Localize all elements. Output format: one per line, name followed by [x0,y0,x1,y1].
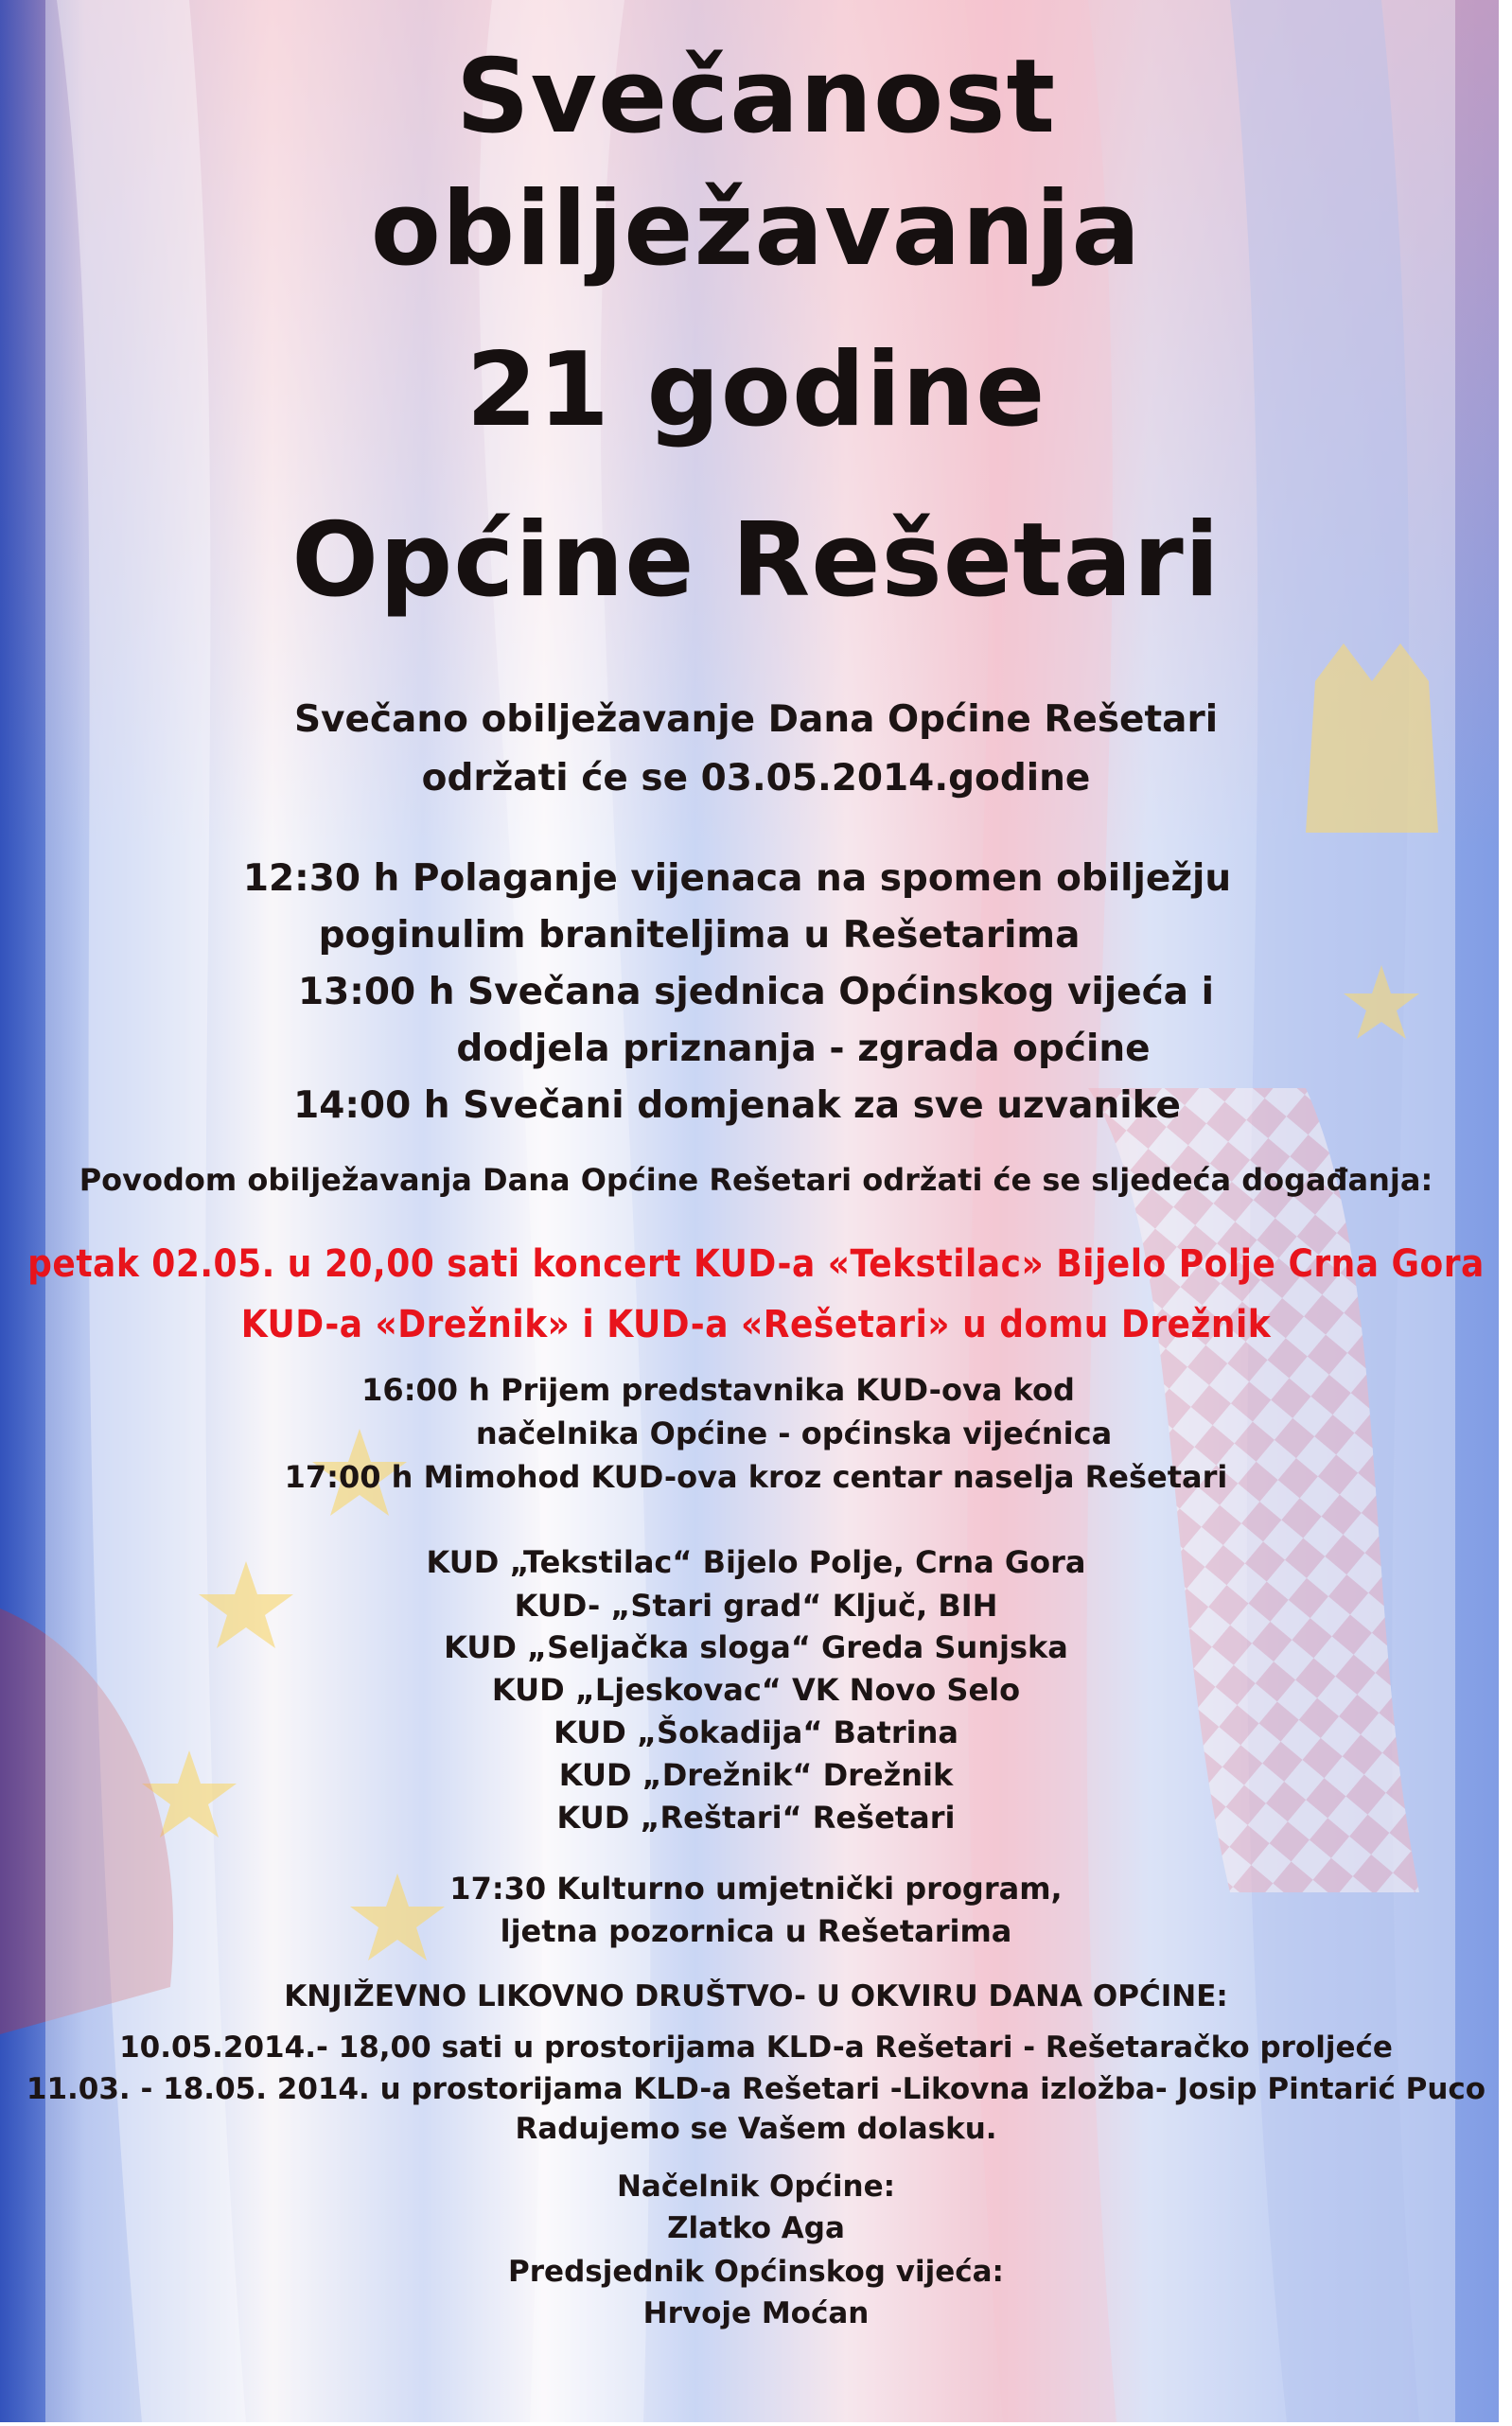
kud-item: KUD- „Stari grad“ Ključ, BIH [514,1588,998,1624]
reception-line-3: 17:00 h Mimohod KUD-ova kroz centar naselja Rešetari [284,1459,1228,1495]
title-line-1: Svečanost [455,38,1057,156]
events-intro: Povodom obilježavanja Dana Općine Rešetari održati će se sljedeća događanja: [79,1162,1433,1198]
concert-line-2: KUD-a «Drežnik» i KUD-a «Rešetari» u domu Drežnik [240,1303,1272,1346]
schedule-line-3: 13:00 h Svečana sjednica Općinskog vijeća i [298,971,1214,1013]
signature-mayor-name: Zlatko Aga [667,2211,845,2245]
kld-heading: KNJIŽEVNO LIKOVNO DRUŠTVO- U OKVIRU DANA OPĆINE: [284,1979,1228,2013]
signature-mayor-title: Načelnik Općine: [616,2170,896,2204]
kud-item: KUD „Reštari“ Rešetari [556,1800,956,1836]
reception-line-2: načelnika Općine - općinska vijećnica [475,1415,1113,1451]
schedule-line-2: poginulim braniteljima u Rešetarima [318,914,1081,957]
title-line-3: 21 godine [466,331,1046,449]
kud-item: KUD „Ljeskovac“ VK Novo Selo [491,1672,1021,1708]
kud-item: KUD „Šokadija“ Batrina [554,1714,958,1750]
concert-line-1: petak 02.05. u 20,00 sati koncert KUD-a «Tekstilac» Bijelo Polje Crna Gora [27,1242,1485,1286]
program-line-2: ljetna pozornica u Rešetarima [500,1913,1012,1949]
title-line-4: Općine Rešetari [291,501,1221,620]
kld-line-3: Radujemo se Vašem dolasku. [515,2112,997,2146]
kld-line-1: 10.05.2014.- 18,00 sati u prostorijama KLD-a Rešetari - Rešetaračko proljeće [119,2030,1393,2065]
signature-president-title: Predsjednik Općinskog vijeća: [508,2255,1004,2289]
schedule-line-5: 14:00 h Svečani domjenak za sve uzvanike [293,1084,1181,1127]
title-line-2: obilježavanja [370,170,1142,289]
kud-item: KUD „Seljačka sloga“ Greda Sunjska [444,1629,1068,1665]
schedule-line-1: 12:30 h Polaganje vijenaca na spomen obilježju [242,857,1232,900]
kld-line-2: 11.03. - 18.05. 2014. u prostorijama KLD-a Rešetari -Likovna izložba- Josip Pintarić Puco [26,2072,1486,2106]
reception-line-1: 16:00 h Prijem predstavnika KUD-ova kod [361,1372,1075,1408]
program-line-1: 17:30 Kulturno umjetnički program, [449,1871,1063,1907]
signature-president-name: Hrvoje Moćan [642,2296,870,2330]
kud-item: KUD „Drežnik“ Drežnik [558,1757,954,1793]
intro-line-2: održati će se 03.05.2014.godine [421,757,1091,800]
intro-line-1: Svečano obilježavanje Dana Općine Rešetari [293,698,1219,741]
schedule-line-4: dodjela priznanja - zgrada općine [456,1028,1151,1070]
kud-item: KUD „Tekstilac“ Bijelo Polje, Crna Gora [426,1544,1086,1580]
